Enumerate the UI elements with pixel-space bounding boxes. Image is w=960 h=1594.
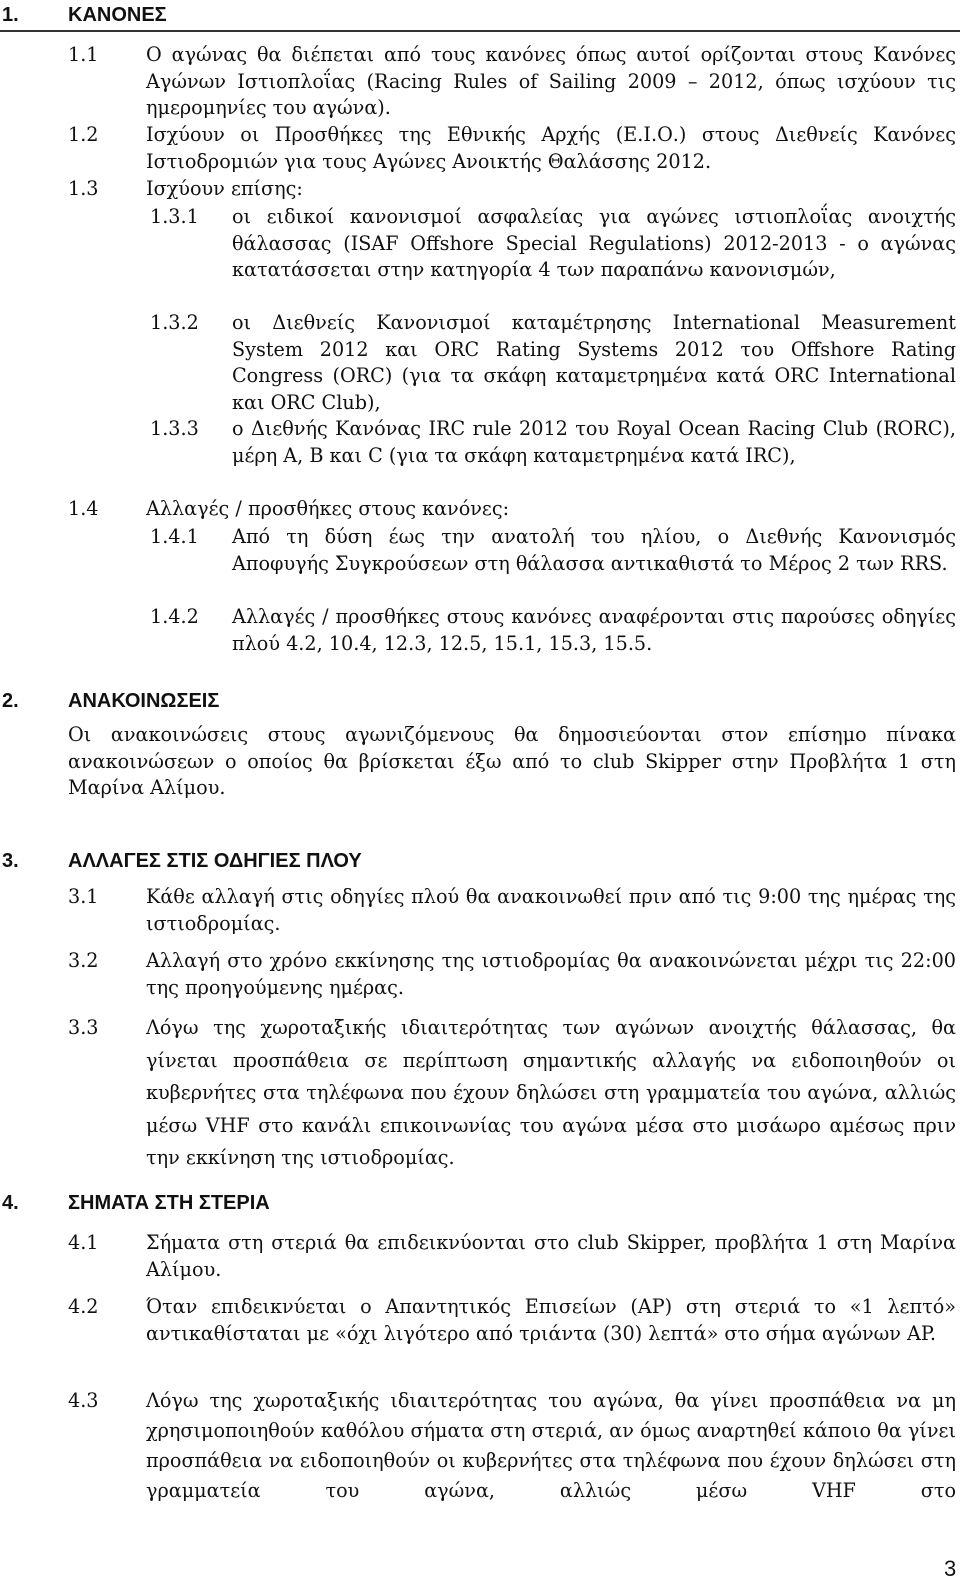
rule-number: 1.4.1 — [150, 525, 199, 548]
section-number: 4. — [2, 1192, 19, 1214]
rule-text: Από τη δύση έως την ανατολή του ηλίου, ο Διεθνής Κανονισμός Αποφυγής Συγκρούσεων στη θάλασσα αντικαθιστά το Μέρος 2 των RRS. — [232, 525, 956, 575]
rule-text: οι Διεθνείς Κανονισμοί καταμέτρησης International Measurement System 2012 και ORC Rating Systems 2012 του Offshore Rating Congress (ORC) (για τα σκάφη καταμετρημένα κατά ORC International και ORC Club), — [232, 311, 956, 415]
section-number: 3. — [2, 850, 19, 872]
rule-text: οι ειδικοί κανονισμοί ασφαλείας για αγώνες ιστιοπλοΐας ανοιχτής θάλασσας (ISAF Offshore Special Regulations) 2012-2013 - ο αγώνας κατατάσσεται στην κατηγορία 4 των παραπάνω κανονισμών, — [232, 205, 956, 282]
rule-number: 1.3 — [68, 177, 99, 200]
section-number: 2. — [2, 690, 19, 712]
page-number: 3 — [944, 1556, 957, 1581]
rule-text: Ο αγώνας θα διέπεται από τους κανόνες όπως αυτοί ορίζονται στους Κανόνες Αγώνων Ιστιοπλοΐας (Racing Rules of Sailing 2009 – 2012, όπως ισχύουν τις ημερομηνίες του αγώνα). — [146, 43, 956, 120]
signal-text: Όταν επιδεικνύεται ο Απαντητικός Επισείων (AP) στη στεριά το «1 λεπτό» αντικαθίσταται με «όχι λιγότερο από τριάντα (30) λεπτά» στο σήμα αγώνων AP. — [146, 1295, 956, 1345]
section-title: ΑΛΛΑΓΕΣ ΣΤΙΣ ΟΔΗΓΙΕΣ ΠΛΟΥ — [68, 850, 362, 872]
signal-text: Σήματα στη στεριά θα επιδεικνύονται στο club Skipper, προβλήτα 1 στη Μαρίνα Αλίμου. — [146, 1231, 956, 1281]
rule-number: 1.3.3 — [150, 417, 199, 440]
section-number: 1. — [2, 4, 19, 26]
rule-text: Αλλαγές / προσθήκες στους κανόνες: — [146, 497, 510, 520]
rule-text: Ισχύουν επίσης: — [146, 177, 303, 200]
rule-number: 1.1 — [68, 43, 99, 66]
change-number: 3.2 — [68, 949, 99, 972]
section-divider — [0, 30, 960, 32]
change-text: Αλλαγή στο χρόνο εκκίνησης της ιστιοδρομίας θα ανακοινώνεται μέχρι τις 22:00 της προηγούμενης ημέρας. — [146, 949, 956, 999]
section-title: ΚΑΝΟΝΕΣ — [68, 4, 167, 26]
rule-text: Αλλαγές / προσθήκες στους κανόνες αναφέρονται στις παρούσες οδηγίες πλού 4.2, 10.4, 12.3, 12.5, 15.1, 15.3, 15.5. — [232, 605, 956, 655]
change-text: Λόγω της χωροταξικής ιδιαιτερότητας των αγώνων ανοιχτής θάλασσας, θα γίνεται προσπάθεια σε περίπτωση σημαντικής αλλαγής να ειδοποιηθούν οι κυβερνήτες στα τηλέφωνα που έχουν δηλώσει στη γραμματεία του αγώνα, αλλιώς μέσω VHF στο κανάλι επικοινωνίας του αγώνα μέσα στο μισάωρο αμέσως πριν την εκκίνηση της ιστιοδρομίας. — [146, 1016, 956, 1170]
change-text: Κάθε αλλαγή στις οδηγίες πλού θα ανακοινωθεί πριν από τις 9:00 της ημέρας της ιστιοδρομίας. — [146, 885, 956, 935]
signal-text: Λόγω της χωροταξικής ιδιαιτερότητας του αγώνα, θα γίνει προσπάθεια να μη χρησιμοποιηθούν καθόλου σήματα στη στεριά, αν όμως αναρτηθεί κάποιο θα γίνει προσπάθεια να ειδοποιηθούν οι κυβερνήτες στα τηλέφωνα που έχουν δηλώσει στη γραμματεία του αγώνα, αλλιώς μέσω VHF στο — [146, 1389, 956, 1502]
change-number: 3.3 — [68, 1016, 99, 1039]
rule-text: ο Διεθνής Κανόνας IRC rule 2012 του Royal Ocean Racing Club (RORC), μέρη A, B και C (για τα σκάφη καταμετρημένα κατά IRC), — [232, 417, 956, 467]
signal-number: 4.1 — [68, 1231, 99, 1254]
rule-number: 1.4 — [68, 497, 99, 520]
section-title: ΣΗΜΑΤΑ ΣΤΗ ΣΤΕΡΙΑ — [68, 1192, 270, 1214]
change-number: 3.1 — [68, 885, 99, 908]
rule-number: 1.2 — [68, 123, 99, 146]
rule-number: 1.3.1 — [150, 205, 199, 228]
rule-number: 1.4.2 — [150, 605, 199, 628]
signal-number: 4.3 — [68, 1389, 99, 1412]
rule-number: 1.3.2 — [150, 311, 199, 334]
section-title: ΑΝΑΚΟΙΝΩΣΕΙΣ — [68, 690, 220, 712]
signal-number: 4.2 — [68, 1295, 99, 1318]
announcements-paragraph: Οι ανακοινώσεις στους αγωνιζόμενους θα δημοσιεύονται στον επίσημο πίνακα ανακοινώσεων ο οποίος θα βρίσκεται έξω από το club Skipper στην Προβλήτα 1 στη Μαρίνα Αλίμου. — [68, 723, 956, 800]
rule-text: Ισχύουν οι Προσθήκες της Εθνικής Αρχής (Ε.Ι.Ο.) στους Διεθνείς Κανόνες Ιστιοδρομιών για τους Αγώνες Ανοικτής Θαλάσσης 2012. — [146, 123, 956, 173]
